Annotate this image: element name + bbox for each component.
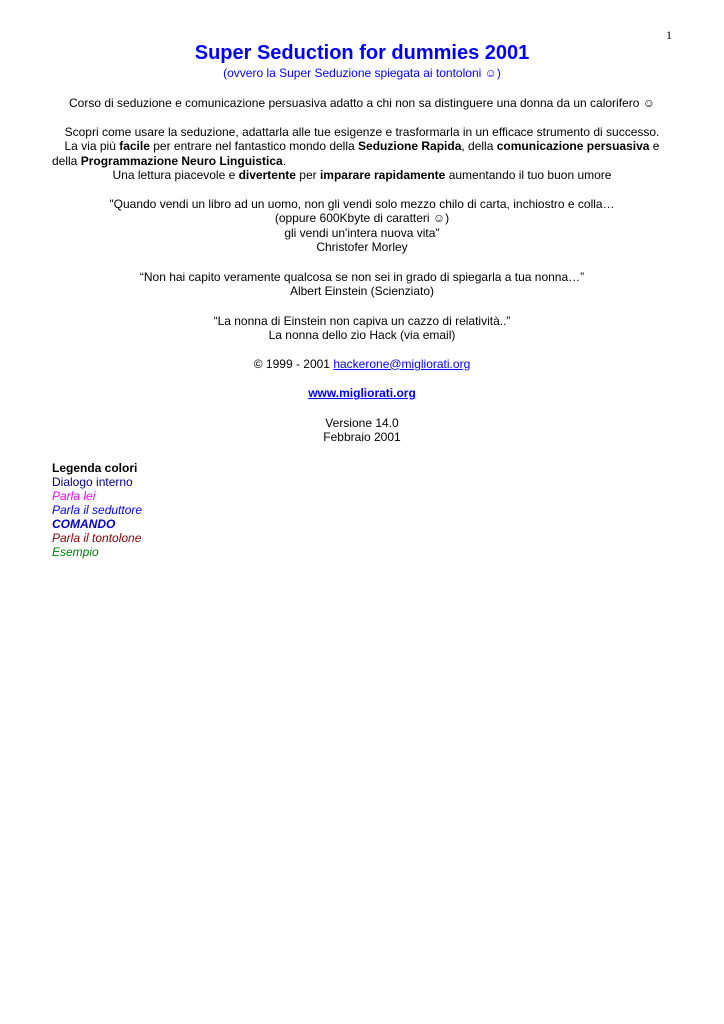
quote-line: "Quando vendi un libro ad un uomo, non gli vendi solo mezzo chilo di carta, inchiostro e colla… — [109, 196, 615, 211]
quote-einstein — [52, 270, 672, 299]
legend-item-dialogo-interno: Dialogo interno — [52, 474, 133, 489]
legend-title: Legenda colori — [52, 460, 138, 475]
header — [52, 40, 672, 81]
description-line-3: della Programmazione Neuro Linguistica. — [52, 153, 287, 168]
legend-item-parla-il-tontolone: Parla il tontolone — [52, 530, 142, 545]
quote-author: Albert Einstein (Scienziato) — [289, 284, 435, 298]
color-legend — [52, 461, 672, 559]
description-line-2: La via più facile per entrare nel fantastico mondo della Seduzione Rapida, della comunicazione persuasiva e — [64, 139, 660, 153]
intro-line: Corso di seduzione e comunicazione persuasiva adatto a chi non sa distinguere una donna da un calorifero ☺ — [69, 96, 655, 110]
copyright-line: © 1999 - 2001 hackerone@migliorati.org — [253, 356, 471, 371]
quote-line: (oppure 600Kbyte di caratteri ☺) — [274, 211, 450, 225]
quote-nonna — [52, 314, 672, 343]
description-line-1: Scopri come usare la seduzione, adattarla alle tue esigenze e trasformarla in un efficace strumento di successo. — [64, 124, 660, 139]
quote-author: Christofer Morley — [316, 240, 408, 254]
page-subtitle: (ovvero la Super Seduzione spiegata ai tontoloni ☺) — [223, 66, 501, 80]
email-link[interactable]: hackerone@migliorati.org — [333, 356, 471, 371]
description-paragraph — [52, 125, 672, 183]
quote-line: gli vendi un'intera nuova vita" — [284, 225, 440, 240]
legend-item-parla-lei: Parla lei — [52, 488, 96, 503]
legend-item-esempio: Esempio — [52, 544, 99, 559]
quote-morley — [52, 197, 672, 255]
quote-author: La nonna dello zio Hack (via email) — [268, 328, 456, 342]
legend-item-comando: COMANDO — [52, 516, 116, 531]
version-text: Versione 14.0 — [325, 415, 399, 430]
quote-line: “La nonna di Einstein non capiva un cazzo di relatività..” — [213, 313, 511, 328]
legend-item-parla-il-seduttore: Parla il seduttore — [52, 502, 143, 517]
version-block — [52, 416, 672, 445]
page-title: Super Seduction for dummies 2001 — [194, 42, 530, 64]
website-line — [52, 386, 672, 401]
document-body — [52, 40, 672, 559]
quote-line: “Non hai capito veramente qualcosa se non sei in grado di spiegarla a tua nonna…” — [139, 269, 585, 284]
website-link[interactable]: www.migliorati.org — [308, 386, 416, 400]
version-date: Febbraio 2001 — [323, 430, 401, 444]
description-line-4: Una lettura piacevole e divertente per imparare rapidamente aumentando il tuo buon umore — [112, 168, 612, 182]
page-number: 1 — [666, 28, 672, 42]
